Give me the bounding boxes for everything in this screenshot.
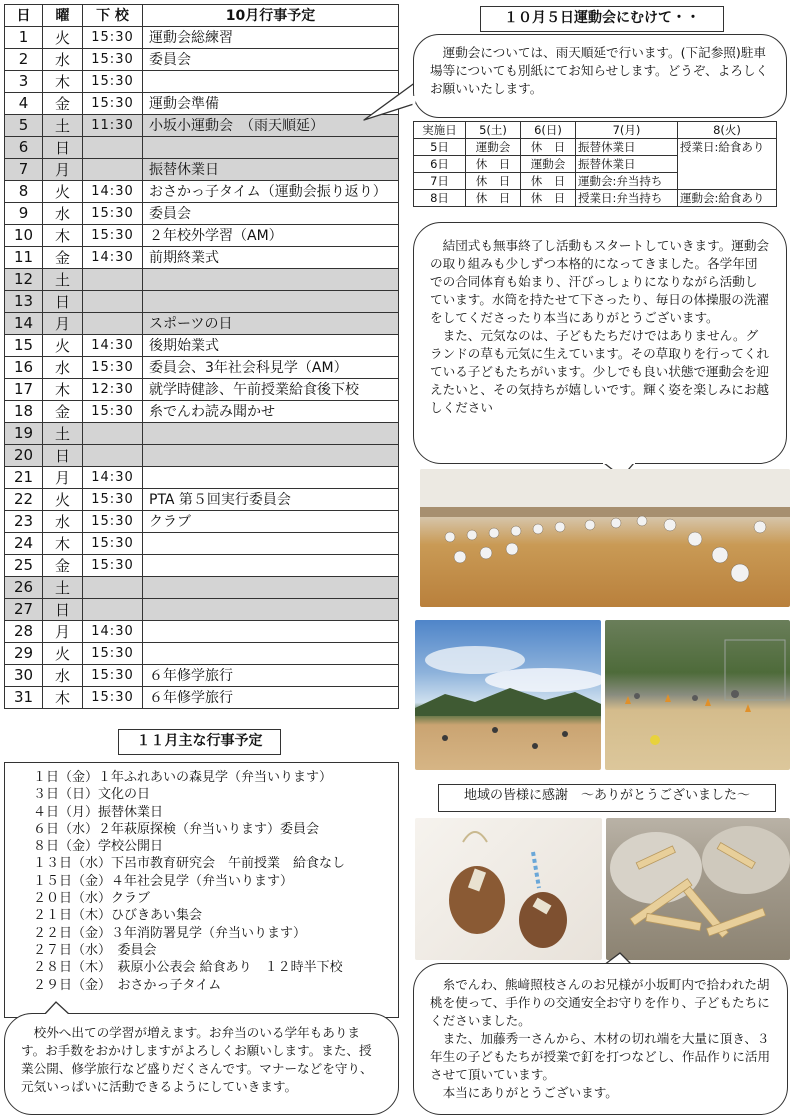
weekday-cell: 日: [43, 444, 83, 466]
november-event-item: １３日（水）下呂市教育研究会 午前授業 給食なし: [33, 856, 346, 872]
october-row: [5, 290, 399, 312]
activities-paragraph-2: また、元気なのは、子どもたちだけではありません。グランドの草も元気に生えています。その草取りを行ってくれている子どもたちがいます。少しでも良い状態で運動会を迎えたいと、その気持ちが嬉しいです。輝く姿を楽しみにお越しください: [430, 328, 770, 415]
october-row: [5, 246, 399, 268]
bubble-tail-cover: [380, 94, 420, 116]
november-event-item: ３日（日）文化の日: [33, 787, 151, 803]
october-row: [5, 268, 399, 290]
event-cell: 糸でんわ読み聞かせ: [143, 400, 399, 422]
day-cell: 14: [5, 312, 43, 334]
event-cell: [143, 268, 399, 290]
event-cell: PTA 第５回実行委員会: [143, 488, 399, 510]
day-cell: 7: [5, 158, 43, 180]
schedule-cell: 運動会: [466, 139, 521, 156]
october-row: [5, 686, 399, 708]
dismissal-time-cell: 14:30: [83, 620, 143, 642]
event-cell: [143, 620, 399, 642]
october-row: [5, 312, 399, 334]
schedule-cell: 運動会: [521, 156, 576, 173]
bubble-tail: [40, 1000, 90, 1016]
weekday-cell: 金: [43, 400, 83, 422]
weekday-cell: 土: [43, 422, 83, 444]
october-header-row: [5, 5, 399, 27]
day-cell: 1: [5, 26, 43, 48]
event-cell: 小坂小運動会 （雨天順延）: [143, 114, 399, 136]
october-row: [5, 554, 399, 576]
dismissal-time-cell: [83, 136, 143, 158]
dismissal-time-cell: 15:30: [83, 400, 143, 422]
day-cell: 5: [5, 114, 43, 136]
event-cell: ２年校外学習（AM）: [143, 224, 399, 246]
event-cell: [143, 466, 399, 488]
header-events: 10月行事予定: [143, 5, 399, 27]
dismissal-time-cell: [83, 444, 143, 466]
event-cell: [143, 554, 399, 576]
day-cell: 23: [5, 510, 43, 532]
october-row: [5, 598, 399, 620]
weekday-cell: 月: [43, 466, 83, 488]
october-row: [5, 466, 399, 488]
day-cell: 18: [5, 400, 43, 422]
day-cell: 17: [5, 378, 43, 400]
dismissal-time-cell: 15:30: [83, 48, 143, 70]
october-row: [5, 356, 399, 378]
weekday-cell: 土: [43, 576, 83, 598]
october-row: [5, 444, 399, 466]
october-row: [5, 202, 399, 224]
october-row: [5, 664, 399, 686]
weekday-cell: 月: [43, 312, 83, 334]
event-cell: [143, 290, 399, 312]
event-cell: スポーツの日: [143, 312, 399, 334]
dismissal-time-cell: 15:30: [83, 642, 143, 664]
thanks-paragraph-1: 糸でんわ、熊﨑照枝さんのお兄様が小坂町内で拾われた胡桃を使って、手作りの交通安全お守りを作り、子どもたちにくださいました。: [430, 977, 770, 1028]
weekday-cell: 日: [43, 136, 83, 158]
dismissal-time-cell: 14:30: [83, 246, 143, 268]
dismissal-time-cell: 15:30: [83, 26, 143, 48]
day-cell: 31: [5, 686, 43, 708]
schedule-cell: 5日: [414, 139, 466, 156]
november-event-item: ８日（金）学校公開日: [33, 839, 164, 855]
weekday-cell: 火: [43, 488, 83, 510]
day-cell: 9: [5, 202, 43, 224]
schedule-cell: 7日: [414, 173, 466, 190]
dismissal-time-cell: 15:30: [83, 510, 143, 532]
weekday-cell: 火: [43, 26, 83, 48]
october-row: [5, 510, 399, 532]
day-cell: 4: [5, 92, 43, 114]
dismissal-time-cell: 15:30: [83, 664, 143, 686]
weekday-cell: 水: [43, 48, 83, 70]
dismissal-time-cell: 15:30: [83, 532, 143, 554]
dismissal-time-cell: 15:30: [83, 554, 143, 576]
day-cell: 19: [5, 422, 43, 444]
october-row: [5, 422, 399, 444]
schedule-cell: 振替休業日: [576, 156, 678, 173]
schedule-cell: 休 日: [466, 156, 521, 173]
schedule-cell: 振替休業日: [576, 139, 678, 156]
event-cell: 委員会、3年社会科見学（AM）: [143, 356, 399, 378]
dismissal-time-cell: 15:30: [83, 356, 143, 378]
day-cell: 11: [5, 246, 43, 268]
dismissal-time-cell: [83, 598, 143, 620]
dismissal-time-cell: 15:30: [83, 686, 143, 708]
thanks-note-bubble: [413, 963, 788, 1115]
event-cell: ６年修学旅行: [143, 686, 399, 708]
day-cell: 21: [5, 466, 43, 488]
dismissal-time-cell: 15:30: [83, 70, 143, 92]
october-row: [5, 48, 399, 70]
day-cell: 12: [5, 268, 43, 290]
schedule-cell: 運動会:弁当持ち: [576, 173, 678, 190]
schedule-row: [414, 190, 777, 207]
november-event-item: ２２日（金）３年消防署見学（弁当いります）: [33, 925, 307, 941]
day-cell: 2: [5, 48, 43, 70]
thanks-paragraph-2: また、加藤秀一さんから、木材の切れ端を大量に頂き、３年生の子どもたちが授業で釘を打つなどし、作品作りに活用させて頂いています。: [430, 1031, 771, 1082]
schedule-header-cell: 8(火): [678, 122, 777, 139]
event-cell: 後期始業式: [143, 334, 399, 356]
schedule-cell: 6日: [414, 156, 466, 173]
event-cell: [143, 642, 399, 664]
sports-day-title: １０月５日運動会にむけて・・: [480, 6, 724, 32]
event-cell: おさかっ子タイム（運動会振り返り）: [143, 180, 399, 202]
october-row: [5, 92, 399, 114]
weekday-cell: 月: [43, 158, 83, 180]
weekday-cell: 木: [43, 686, 83, 708]
event-cell: 就学時健診、午前授業給食後下校: [143, 378, 399, 400]
day-cell: 3: [5, 70, 43, 92]
event-cell: 運動会総練習: [143, 26, 399, 48]
november-note-text: 校外へ出ての学習が増えます。お弁当のいる学年もあります。お手数をおかけしますがよろしくお願いします。また、授業公開、修学旅行など盛りだくさんです。マナーなどを守り、元気いっぱいに活動できるようにしていきます。: [21, 1025, 373, 1094]
october-row: [5, 642, 399, 664]
schedule-cell: 休 日: [466, 173, 521, 190]
event-cell: 運動会準備: [143, 92, 399, 114]
event-cell: 前期終業式: [143, 246, 399, 268]
weekday-cell: 火: [43, 642, 83, 664]
dismissal-time-cell: [83, 576, 143, 598]
event-cell: 振替休業日: [143, 158, 399, 180]
weekday-cell: 火: [43, 334, 83, 356]
october-row: [5, 334, 399, 356]
activities-note-bubble: [413, 222, 787, 464]
dismissal-time-cell: 14:30: [83, 334, 143, 356]
october-row: [5, 532, 399, 554]
gym-practice-photo: [420, 469, 790, 607]
november-event-item: ６日（水）２年萩原探検（弁当いります）委員会: [33, 821, 320, 837]
schedule-cell: 運動会:給食あり: [678, 190, 777, 207]
schedule-header-cell: 7(月): [576, 122, 678, 139]
sports-day-note-text: 運動会については、雨天順延で行います。(下記参照)駐車場等についても別紙にてお知らせします。どうぞ、よろしくお願いいたします。: [430, 45, 769, 96]
october-schedule-table: [4, 4, 399, 709]
sports-day-note-bubble: [413, 34, 787, 118]
november-title: １１月主な行事予定: [118, 729, 281, 755]
october-row: [5, 136, 399, 158]
schedule-header-cell: 5(土): [466, 122, 521, 139]
schedule-header-cell: 実施日: [414, 122, 466, 139]
dismissal-time-cell: 12:30: [83, 378, 143, 400]
schedule-cell: 休 日: [521, 190, 576, 207]
dismissal-time-cell: [83, 158, 143, 180]
dismissal-time-cell: [83, 312, 143, 334]
dismissal-time-cell: 14:30: [83, 466, 143, 488]
event-cell: クラブ: [143, 510, 399, 532]
october-row: [5, 488, 399, 510]
weekday-cell: 月: [43, 620, 83, 642]
october-row: [5, 400, 399, 422]
november-event-item: ２９日（金） おさかっ子タイム: [33, 977, 222, 993]
activities-paragraph-1: 結団式も無事終了し活動もスタートしていきます。運動会の取り組みも少しずつ本格的になってきました。各学年団での合同体育も始まり、汗びっしょりになりながら活動しています。水筒を持たせて下さったり、毎日の体操服の洗濯をしてくださったり本当にありがとうございます。: [430, 238, 770, 325]
day-cell: 28: [5, 620, 43, 642]
dismissal-time-cell: 15:30: [83, 224, 143, 246]
dismissal-time-cell: 15:30: [83, 92, 143, 114]
wood-scraps-photo: [606, 818, 790, 960]
day-cell: 22: [5, 488, 43, 510]
day-cell: 6: [5, 136, 43, 158]
day-cell: 27: [5, 598, 43, 620]
sports-day-schedule-table: [413, 121, 777, 207]
event-cell: 委員会: [143, 48, 399, 70]
weekday-cell: 木: [43, 70, 83, 92]
november-event-item: ４日（月）振替休業日: [33, 804, 164, 820]
november-event-item: １日（金）１年ふれあいの森見学（弁当いります）: [33, 770, 333, 785]
dismissal-time-cell: [83, 422, 143, 444]
event-cell: [143, 576, 399, 598]
event-cell: [143, 136, 399, 158]
schedule-row: [414, 139, 777, 156]
schedule-cell: 授業日:弁当持ち: [576, 190, 678, 207]
november-event-item: １５日（金）４年社会見学（弁当いります）: [33, 873, 294, 889]
schedule-cell: 8日: [414, 190, 466, 207]
day-cell: 15: [5, 334, 43, 356]
day-cell: 13: [5, 290, 43, 312]
walnut-charms-photo: [415, 818, 602, 960]
weekday-cell: 日: [43, 290, 83, 312]
november-note-bubble: [4, 1013, 399, 1115]
field-photo-cones: [605, 620, 790, 770]
event-cell: [143, 532, 399, 554]
weekday-cell: 木: [43, 532, 83, 554]
day-cell: 25: [5, 554, 43, 576]
november-event-item: ２７日（水） 委員会: [33, 942, 157, 958]
schedule-cell-tuesday-merged: 授業日:給食あり: [678, 139, 777, 190]
october-row: [5, 576, 399, 598]
thanks-paragraph-3: 本当にありがとうございます。: [442, 1085, 618, 1100]
schedule-cell: 休 日: [521, 173, 576, 190]
schedule-cell: 休 日: [521, 139, 576, 156]
schedule-cell: 休 日: [466, 190, 521, 207]
november-event-item: ２０日（水）クラブ: [33, 891, 151, 907]
weekday-cell: 金: [43, 554, 83, 576]
header-dismissal: 下 校: [83, 5, 143, 27]
weekday-cell: 火: [43, 180, 83, 202]
thanks-title: 地域の皆様に感謝 ～ありがとうございました～: [438, 784, 776, 812]
day-cell: 16: [5, 356, 43, 378]
weekday-cell: 土: [43, 114, 83, 136]
weekday-cell: 水: [43, 202, 83, 224]
day-cell: 8: [5, 180, 43, 202]
day-cell: 24: [5, 532, 43, 554]
weekday-cell: 水: [43, 356, 83, 378]
dismissal-time-cell: 15:30: [83, 202, 143, 224]
day-cell: 30: [5, 664, 43, 686]
dismissal-time-cell: [83, 268, 143, 290]
event-cell: [143, 598, 399, 620]
october-row: [5, 26, 399, 48]
day-cell: 20: [5, 444, 43, 466]
day-cell: 29: [5, 642, 43, 664]
field-photo-mountains: [415, 620, 601, 770]
dismissal-time-cell: 14:30: [83, 180, 143, 202]
dismissal-time-cell: 11:30: [83, 114, 143, 136]
weekday-cell: 木: [43, 224, 83, 246]
october-row: [5, 114, 399, 136]
day-cell: 26: [5, 576, 43, 598]
header-weekday: 曜: [43, 5, 83, 27]
november-events-box: [4, 762, 399, 1018]
schedule-header-cell: 6(日): [521, 122, 576, 139]
october-row: [5, 620, 399, 642]
weekday-cell: 土: [43, 268, 83, 290]
october-row: [5, 158, 399, 180]
header-day: 日: [5, 5, 43, 27]
weekday-cell: 水: [43, 510, 83, 532]
weekday-cell: 金: [43, 246, 83, 268]
dismissal-time-cell: 15:30: [83, 488, 143, 510]
day-cell: 10: [5, 224, 43, 246]
october-row: [5, 378, 399, 400]
october-row: [5, 180, 399, 202]
november-event-item: ２８日（木） 萩原小公表会 給食あり １２時半下校: [33, 960, 343, 976]
weekday-cell: 木: [43, 378, 83, 400]
weekday-cell: 金: [43, 92, 83, 114]
dismissal-time-cell: [83, 290, 143, 312]
weekday-cell: 水: [43, 664, 83, 686]
event-cell: [143, 444, 399, 466]
november-event-item: ２１日（木）ひびきあい集会: [33, 908, 203, 924]
event-cell: [143, 422, 399, 444]
october-row: [5, 70, 399, 92]
event-cell: 委員会: [143, 202, 399, 224]
schedule-header-row: [414, 122, 777, 139]
event-cell: ６年修学旅行: [143, 664, 399, 686]
october-row: [5, 224, 399, 246]
weekday-cell: 日: [43, 598, 83, 620]
